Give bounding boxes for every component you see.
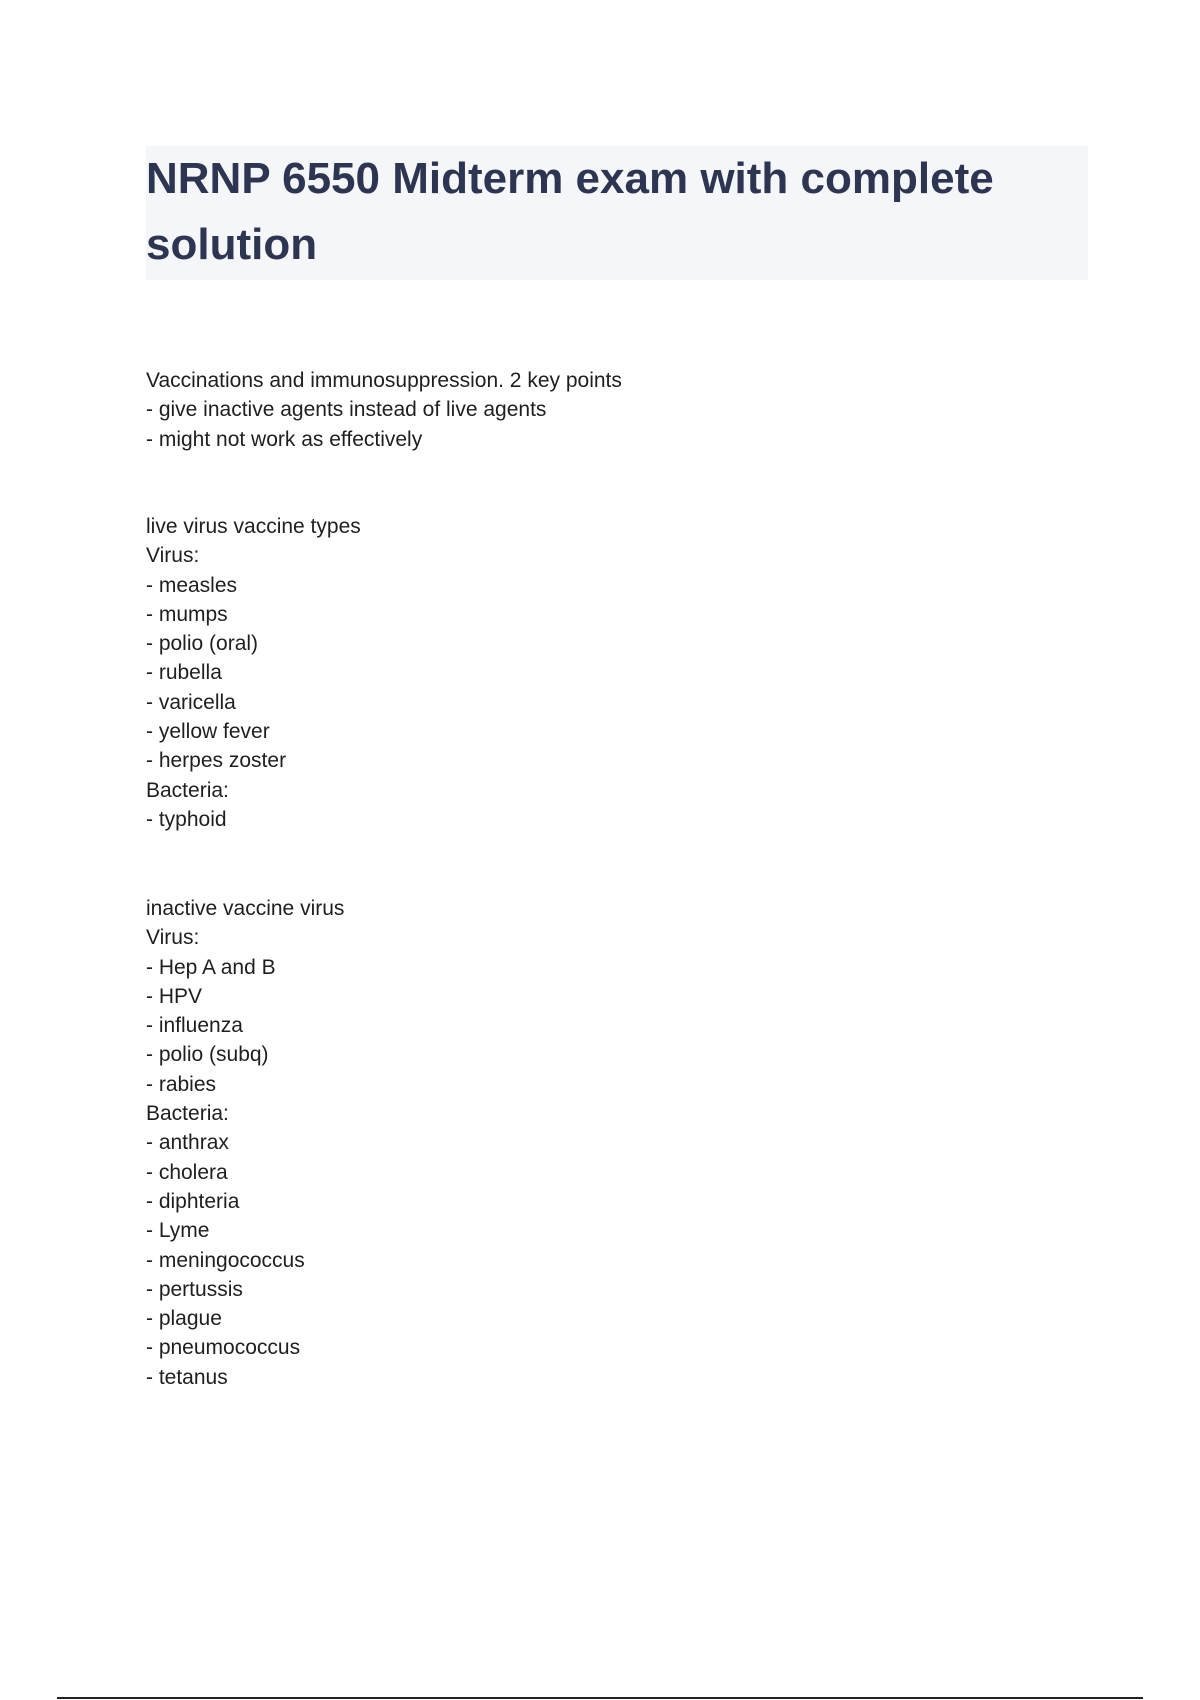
list-item: - rubella (146, 661, 222, 685)
list-item: - mumps (146, 602, 228, 626)
list-item: - influenza (146, 1014, 243, 1038)
section-heading: inactive vaccine virus (146, 897, 345, 920)
section-inactive-vaccines (146, 894, 344, 1392)
list-item: - plague (146, 1307, 222, 1331)
list-item: - Hep A and B (146, 955, 276, 979)
category-label: Bacteria: (146, 778, 229, 802)
list-item: - herpes zoster (146, 749, 287, 773)
list-item: - varicella (146, 690, 236, 714)
section-live-vaccines (146, 512, 361, 834)
list-item: - yellow fever (146, 720, 270, 744)
list-item: - cholera (146, 1160, 228, 1184)
list-item: - pertussis (146, 1277, 243, 1301)
list-item: - HPV (146, 984, 203, 1008)
list-item: - diphteria (146, 1189, 240, 1213)
section-heading: live virus vaccine types (146, 515, 361, 538)
list-item: - polio (subq) (146, 1043, 269, 1067)
page-title: NRNP 6550 Midterm exam with complete solution (146, 154, 994, 269)
list-item: - might not work as effectively (146, 427, 423, 451)
list-item: - typhoid (146, 807, 227, 831)
list-item: - measles (146, 573, 238, 597)
list-item: - anthrax (146, 1131, 229, 1155)
footer-divider (57, 1697, 1143, 1699)
section-immunosuppression (146, 366, 622, 454)
section-heading: Vaccinations and immunosuppression. 2 key points (146, 369, 622, 392)
list-item: - polio (oral) (146, 632, 259, 656)
category-label: Virus: (146, 544, 200, 568)
list-item: - rabies (146, 1072, 217, 1096)
list-item: - meningococcus (146, 1248, 305, 1272)
category-label: Virus: (146, 926, 200, 950)
list-item: - Lyme (146, 1219, 210, 1243)
category-label: Bacteria: (146, 1102, 229, 1126)
list-item: - tetanus (146, 1365, 228, 1389)
list-item: - pneumococcus (146, 1336, 301, 1360)
list-item: - give inactive agents instead of live agents (146, 398, 547, 422)
title-banner (146, 146, 1088, 280)
